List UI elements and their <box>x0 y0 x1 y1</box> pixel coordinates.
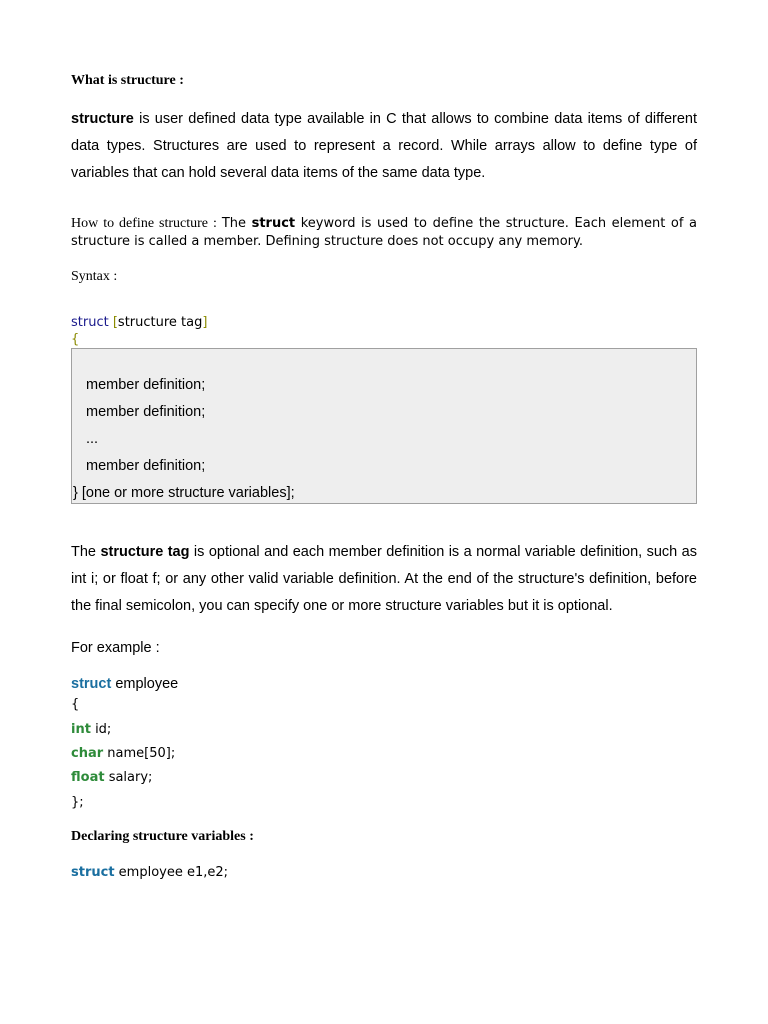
example-struct-name: employee <box>111 676 179 692</box>
for-example-label: For example : <box>71 640 160 656</box>
syntax-bracket-close: ] <box>202 315 208 330</box>
syntax-member-line: member definition; <box>86 458 206 474</box>
syntax-bracket-open: [ <box>108 315 118 330</box>
syntax-ellipsis-line: ... <box>86 431 99 447</box>
example-keyword-struct: struct <box>71 676 112 692</box>
syntax-member-line: member definition; <box>86 377 206 393</box>
heading-declaring-variables: Declaring structure variables : <box>71 829 254 844</box>
declare-variables: employee e1,e2; <box>114 865 229 880</box>
example-member-salary: salary; <box>104 770 153 785</box>
structure-tag-text: is optional and each member definition is a normal variable definition, such as int i; or float f; or any other valid variable definition. At the end of the structure's definition, before the final semicolon, you can specify one or more structure variables but it is optional. <box>71 544 698 614</box>
structure-tag-pre: The <box>71 544 101 560</box>
syntax-structure-tag: structure tag <box>117 315 203 330</box>
keyword-struct: struct <box>251 216 296 231</box>
syntax-keyword-struct: struct <box>71 315 109 330</box>
how-to-define-pre: The <box>221 216 252 231</box>
declare-keyword-struct: struct <box>71 865 115 880</box>
syntax-label: Syntax : <box>71 269 118 284</box>
syntax-header <box>71 314 207 348</box>
term-structure: structure <box>71 111 134 127</box>
example-line-char <box>71 746 175 761</box>
how-to-define-text: keyword is used to define the structure. Each element of a structure is called a member. Defining structure does not occupy any memory. <box>71 216 697 249</box>
example-line-int <box>71 722 111 737</box>
heading-what-is-structure: What is structure : <box>71 73 184 88</box>
example-keyword-char: char <box>71 746 104 761</box>
term-structure-tag: structure tag <box>100 544 190 560</box>
declare-line <box>71 865 228 880</box>
structure-tag-paragraph <box>71 539 697 620</box>
structure-definition-text: is user defined data type available in C that allows to combine data items of different data types. Structures are used to represent a record. While arrays allow to define type of variables that can hold several data items of the same data type. <box>71 111 697 181</box>
how-to-define-paragraph <box>71 215 697 251</box>
example-member-id: id; <box>90 722 112 737</box>
syntax-closing-line: } [one or more structure variables]; <box>73 485 295 501</box>
syntax-brace-open: { <box>71 332 80 347</box>
how-to-define-lead: How to define structure : <box>71 216 222 231</box>
syntax-member-line: member definition; <box>86 404 206 420</box>
example-keyword-int: int <box>71 722 91 737</box>
example-line-float <box>71 770 152 785</box>
example-line-brace-open: { <box>71 697 80 712</box>
syntax-code-box <box>71 348 697 504</box>
structure-definition-paragraph <box>71 106 697 187</box>
example-member-name: name[50]; <box>103 746 176 761</box>
example-keyword-float: float <box>71 770 105 785</box>
example-line-struct <box>71 676 178 692</box>
example-line-brace-close: }; <box>71 795 84 810</box>
